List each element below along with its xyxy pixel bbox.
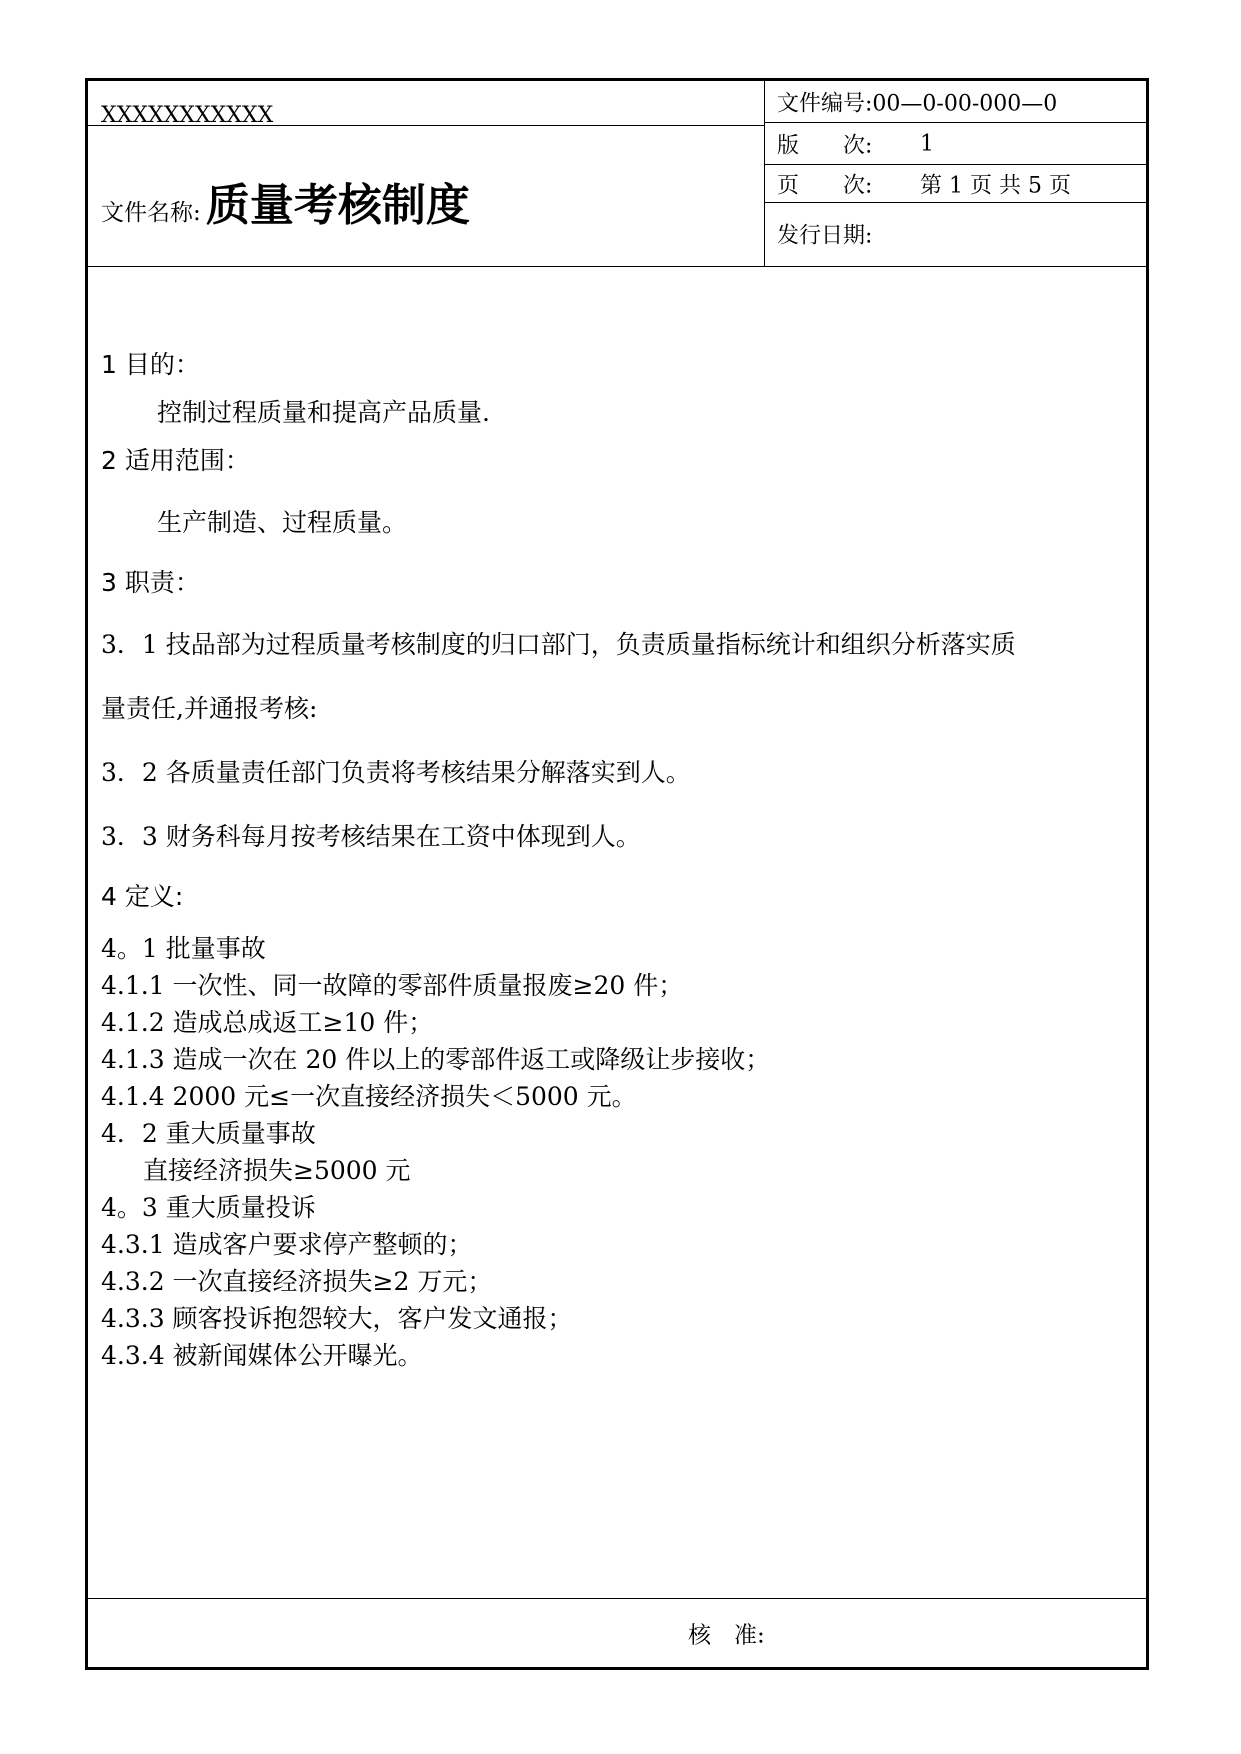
file-name-label: 文件名称: [101, 200, 201, 226]
organization-name: XXXXXXXXXXX [101, 103, 274, 128]
file-name-block [101, 169, 470, 233]
list-item: 4。3 重大质量投诉 [101, 1193, 316, 1222]
list-item: 4。1 批量事故 [101, 934, 266, 963]
section-heading: 2 适用范围： [101, 446, 250, 475]
section-heading: 3 职责： [101, 568, 200, 597]
paragraph: 生产制造、过程质量。 [157, 508, 408, 537]
list-item: 4.1.1 一次性、同一故障的零部件质量报废≥20 件； [101, 971, 684, 1000]
edition-label: 版 次: [777, 133, 873, 158]
list-item: 4.3.4 被新闻媒体公开曝光。 [101, 1341, 423, 1370]
paragraph: 3．2 各质量责任部门负责将考核结果分解落实到人。 [101, 758, 691, 787]
page-value: 第 1 页 共 5 页 [920, 173, 1071, 198]
section-heading: 1 目的： [101, 350, 200, 379]
list-item: 4.1.2 造成总成返工≥10 件； [101, 1008, 434, 1037]
header-divider [88, 125, 764, 126]
paragraph: 3．1 技品部为过程质量考核制度的归口部门，负责质量指标统计和组织分析落实质 [101, 630, 1016, 659]
doc-number-row [765, 81, 1146, 123]
page-row [765, 165, 1146, 203]
page-label: 页 次: [777, 173, 873, 198]
header-left [88, 81, 765, 266]
list-item: 直接经济损失≥5000 元 [143, 1156, 411, 1185]
header-right [765, 81, 1146, 266]
paragraph: 控制过程质量和提高产品质量. [157, 398, 490, 427]
document-footer [88, 1598, 1146, 1667]
doc-number: 文件编号:00—0-00-000—0 [777, 91, 1058, 116]
edition-value: 1 [920, 131, 934, 156]
list-item: 4.1.3 造成一次在 20 件以上的零部件返工或降级让步接收； [101, 1045, 771, 1074]
list-item: 4.1.4 2000 元≤一次直接经济损失＜5000 元。 [101, 1082, 637, 1111]
file-title: 质量考核制度 [205, 180, 470, 231]
list-item: 4.3.2 一次直接经济损失≥2 万元； [101, 1267, 493, 1296]
list-item: 4.3.3 顾客投诉抱怨较大，客户发文通报； [101, 1304, 573, 1333]
list-item: 4．2 重大质量事故 [101, 1119, 316, 1148]
edition-row [765, 123, 1146, 165]
paragraph: 量责任,并通报考核: [101, 694, 318, 723]
paragraph: 3．3 财务科每月按考核结果在工资中体现到人。 [101, 822, 641, 851]
approval-label: 核 准: [688, 1622, 765, 1649]
document-frame [85, 78, 1149, 1670]
document-header [88, 81, 1146, 267]
issue-date-row [765, 203, 1146, 265]
section-heading: 4 定义: [101, 882, 184, 911]
list-item: 4.3.1 造成客户要求停产整顿的； [101, 1230, 473, 1259]
issue-date-label: 发行日期: [777, 223, 873, 249]
